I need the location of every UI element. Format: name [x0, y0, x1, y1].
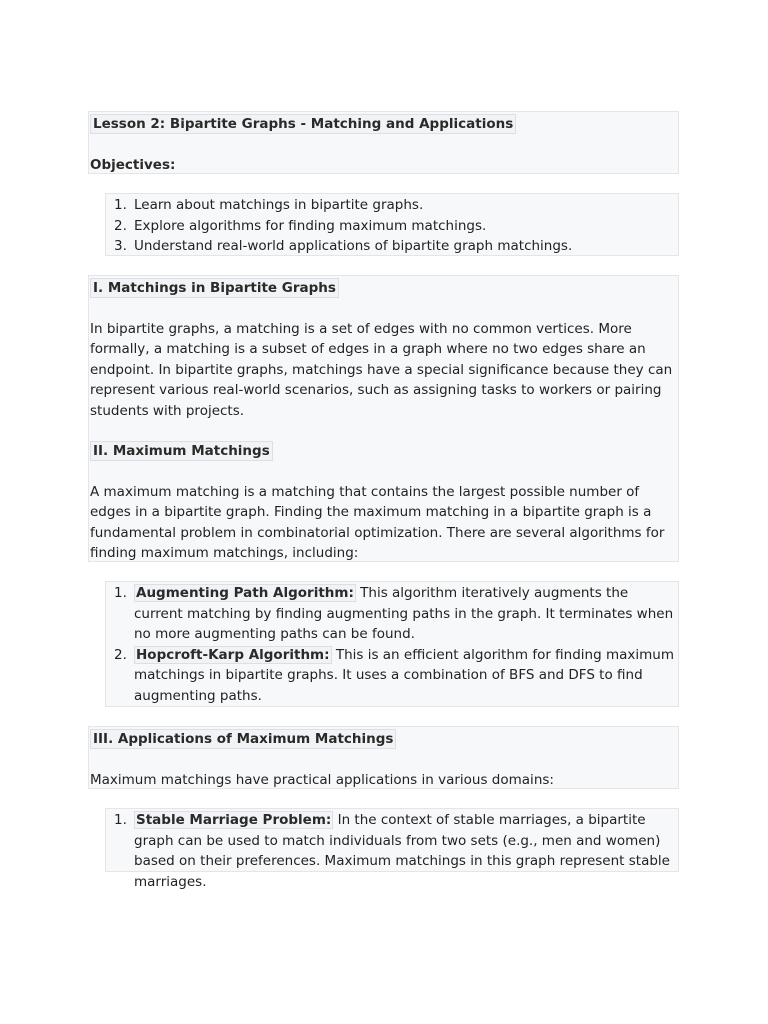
lesson-title: Lesson 2: Bipartite Graphs - Matching and Applications [90, 114, 516, 134]
applications-block [88, 726, 679, 789]
list-item: 3. Understand real-world applications of bipartite graph matchings. [114, 238, 573, 254]
section-heading: III. Applications of Maximum Matchings [90, 729, 396, 749]
term: Stable Marriage Problem: [136, 812, 332, 828]
list-item: 1. Learn about matchings in bipartite graphs. [114, 197, 424, 213]
header-block [88, 111, 679, 174]
list-item: 2. Explore algorithms for finding maximum matchings. [114, 217, 487, 234]
objectives-list [105, 193, 679, 256]
section-body: A maximum matching is a matching that contains the largest possible number of edges in a bipartite graph. Finding the maximum matching in a bipartite graph is a fundamental problem in combinatorial optimization. There are several algorithms for finding maximum matchings, including: [90, 483, 665, 561]
term: Hopcroft-Karp Algorithm: [136, 646, 330, 663]
sections-block [88, 275, 679, 562]
term: Augmenting Path Algorithm: [136, 585, 354, 601]
applications-list [105, 808, 679, 890]
list-item: 1. Stable Marriage Problem: In the context of stable marriages, a bipartite graph can be used to match individuals from two sets (e.g., men and women) based on their preferences. Maximum matchings in this graph represent stable marriages. [114, 812, 670, 890]
objectives-label: Objectives: [90, 156, 176, 173]
section-heading: I. Matchings in Bipartite Graphs [90, 278, 339, 298]
section-body: Maximum matchings have practical applications in various domains: [90, 771, 554, 788]
section-body: In bipartite graphs, a matching is a set of edges with no common vertices. More formally, a matching is a subset of edges in a graph where no two edges share an endpoint. In bipartite graphs, matchings have a special significance because they can represent various real-world scenarios, such as assigning tasks to workers or pairing students with projects. [90, 320, 673, 419]
section-heading: II. Maximum Matchings [90, 441, 273, 461]
algorithms-list [105, 581, 679, 707]
list-item: 1. Augmenting Path Algorithm: This algorithm iteratively augments the current matching by finding augmenting paths in the graph. It terminates when no more augmenting paths can be found. [114, 585, 674, 642]
list-item: 2. Hopcroft-Karp Algorithm: This is an efficient algorithm for finding maximum matchings in bipartite graphs. It uses a combination of BFS and DFS to find augmenting paths. [114, 646, 674, 704]
